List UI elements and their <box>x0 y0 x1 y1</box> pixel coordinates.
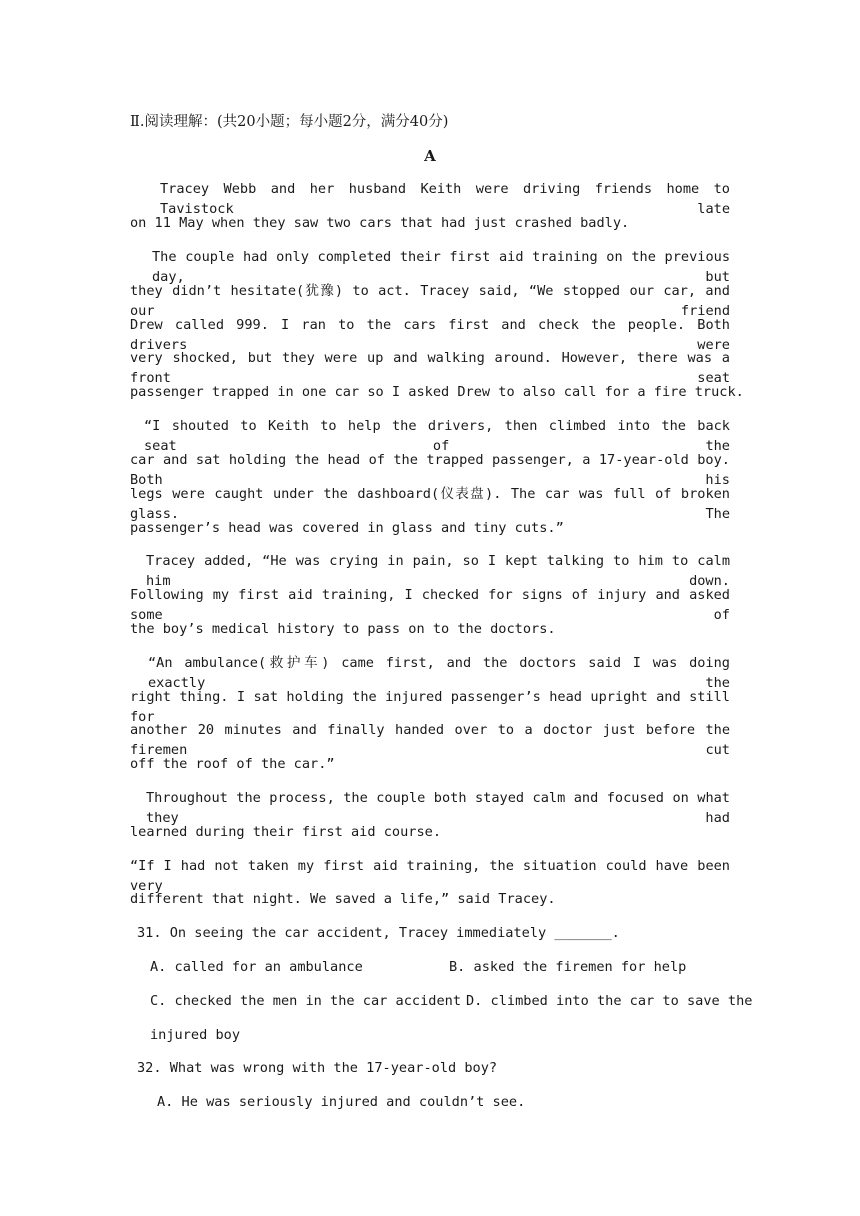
passage-line: right thing. I sat holding the injured passenger’s head upright and still for <box>130 689 730 725</box>
question-32-stem: 32. What was wrong with the 17-year-old boy? <box>137 1060 498 1076</box>
q31-option-d: D. climbed into the car to save the <box>466 993 753 1009</box>
passage-line: different that night. We saved a life,” said Tracey. <box>130 891 556 907</box>
passage-line: the boy’s medical history to pass on to the doctors. <box>130 621 556 637</box>
passage-line: “An ambulance(救护车) came first, and the doctors said I was doing exactly the <box>148 655 730 691</box>
passage-line: Drew called 999. I ran to the cars first and check the people. Both drivers were <box>130 317 730 353</box>
passage-line: “I shouted to Keith to help the drivers, then climbed into the back seat of the <box>144 418 730 454</box>
passage-line: “If I had not taken my first aid training, the situation could have been very <box>130 858 730 894</box>
passage-line: Throughout the process, the couple both stayed calm and focused on what they had <box>146 790 730 826</box>
passage-line: learned during their first aid course. <box>130 824 441 840</box>
passage-line: legs were caught under the dashboard(仪表盘). The car was full of broken glass. The <box>130 486 730 522</box>
section-heading: Ⅱ.阅读理解：(共20小题；每小题2分，满分40分) <box>130 114 449 130</box>
q31-option-a: A. called for an ambulance <box>150 959 363 975</box>
passage-line: Following my first aid training, I checked for signs of injury and asked some of <box>130 587 730 623</box>
passage-line: Tracey added, “He was crying in pain, so I kept talking to him to calm him down. <box>146 553 730 589</box>
passage-line: another 20 minutes and finally handed over to a doctor just before the firemen cut <box>130 722 730 758</box>
question-31-stem: 31. On seeing the car accident, Tracey immediately _______. <box>137 925 620 941</box>
passage-line: The couple had only completed their first aid training on the previous day, but <box>152 249 730 285</box>
passage-line: car and sat holding the head of the trapped passenger, a 17-year-old boy. Both his <box>130 452 730 488</box>
q31-option-b: B. asked the firemen for help <box>449 959 687 975</box>
q31-option-d-continued: injured boy <box>150 1027 241 1043</box>
passage-line: off the roof of the car.” <box>130 756 335 772</box>
passage-line: Tracey Webb and her husband Keith were driving friends home to Tavistock late <box>160 181 730 217</box>
passage-line: passenger’s head was covered in glass and tiny cuts.” <box>130 520 564 536</box>
passage-line: very shocked, but they were up and walking around. However, there was a front seat <box>130 350 730 386</box>
passage-label: A <box>424 147 436 165</box>
passage-line: on 11 May when they saw two cars that had just crashed badly. <box>130 215 630 231</box>
q31-option-c: C. checked the men in the car accident <box>150 993 461 1009</box>
passage-line: passenger trapped in one car so I asked Drew to also call for a fire truck. <box>130 384 744 400</box>
passage-line: they didn’t hesitate(犹豫) to act. Tracey said, “We stopped our car, and our friend <box>130 283 730 319</box>
q32-option-a: A. He was seriously injured and couldn’t see. <box>157 1094 526 1110</box>
